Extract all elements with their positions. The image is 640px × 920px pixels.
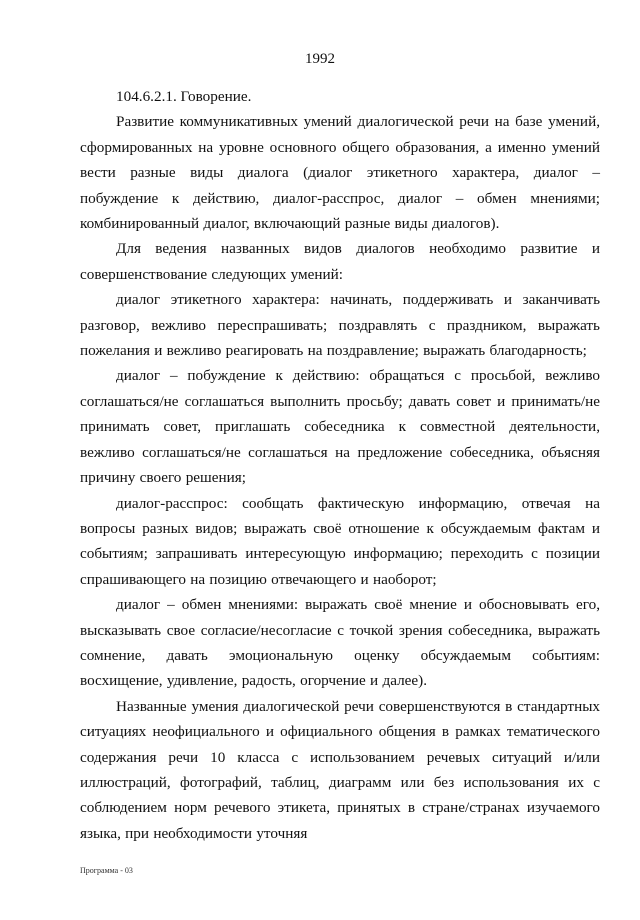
- paragraph-standard-situations: Названные умения диалогической речи совершенствуются в стандартных ситуациях неофициального и официального общения в рамках тематического содержания речи 10 класса с использованием речевых ситуаций и/или иллюстраций, фотографий, таблиц, диаграмм или без использования их с соблюдением норм речевого этикета, принятых в стране/странах изучаемого языка, при необходимости уточняя: [80, 697, 600, 842]
- paragraph-dialog-skills-intro: Для ведения названных видов диалогов необходимо развитие и совершенствование следующих умений:: [80, 240, 600, 283]
- page-footer: Программа - 03: [80, 866, 133, 875]
- paragraph-opinion-exchange-dialog: диалог – обмен мнениями: выражать своё мнение и обосновывать его, высказывать свое согласие/несогласие с точкой зрения собеседника, выражать сомнение, давать эмоциональную оценку обсуждаемым событиям: восхищение, удивление, радость, огорчение и далее).: [80, 596, 600, 690]
- section-heading: 104.6.2.1. Говорение.: [116, 88, 252, 105]
- document-body: [80, 84, 600, 846]
- paragraph-inquiry-dialog: диалог-расспрос: сообщать фактическую информацию, отвечая на вопросы разных видов; выражать своё отношение к обсуждаемым фактам и событиям; запрашивать интересующую информацию; переходить с позиции спрашивающего на позицию отвечающего и наоборот;: [80, 494, 600, 588]
- paragraph-incentive-dialog: диалог – побуждение к действию: обращаться с просьбой, вежливо соглашаться/не соглашаться выполнить просьбу; давать совет и принимать/не принимать совет, приглашать собеседника к совместной деятельности, вежливо соглашаться/не соглашаться на предложение собеседника, объясняя причину своего решения;: [80, 367, 600, 487]
- page-number: 1992: [305, 51, 335, 67]
- paragraph-etiquette-dialog: диалог этикетного характера: начинать, поддерживать и заканчивать разговор, вежливо переспрашивать; поздравлять с праздником, выражать пожелания и вежливо реагировать на поздравление; выражать благодарность;: [80, 291, 600, 360]
- paragraph-speaking-skills: Развитие коммуникативных умений диалогической речи на базе умений, сформированных на уровне основного общего образования, а именно умений вести разные виды диалога (диалог этикетного характера, диалог – побуждение к действию, диалог-расспрос, диалог – обмен мнениями; комбинированный диалог, включающий разные виды диалогов).: [80, 113, 600, 233]
